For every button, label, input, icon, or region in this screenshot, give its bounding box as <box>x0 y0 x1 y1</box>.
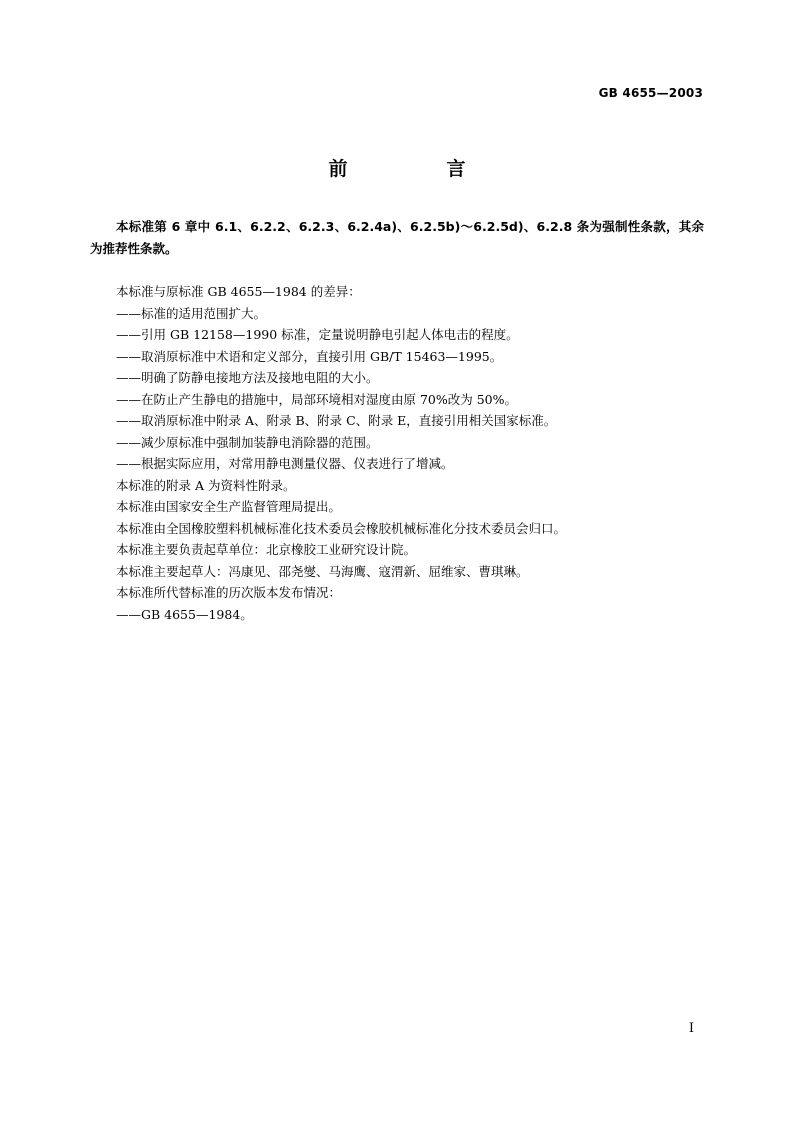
body-line: ——根据实际应用，对常用静电测量仪器、仪表进行了增减。 <box>116 456 454 471</box>
body-line: ——取消原标准中附录 A、附录 B、附录 C、附录 E，直接引用相关国家标准。 <box>116 413 557 428</box>
standard-number: GB 4655—2003 <box>598 86 703 100</box>
body-line: 本标准与原标准 GB 4655—1984 的差异： <box>116 284 361 299</box>
foreword-body <box>116 281 716 625</box>
body-line: 本标准主要负责起草单位：北京橡胶工业研究设计院。 <box>116 542 417 557</box>
body-line: ——在防止产生静电的措施中，局部环境相对湿度由原 70%改为 50%。 <box>116 391 518 407</box>
page-number: I <box>688 1021 694 1036</box>
body-line: ——引用 GB 12158—1990 标准，定量说明静电引起人体电击的程度。 <box>116 327 519 342</box>
body-line: 本标准由全国橡胶塑料机械标准化技术委员会橡胶机械标准化分技术委员会归口。 <box>116 520 567 536</box>
body-line: ——标准的适用范围扩大。 <box>116 305 267 321</box>
body-line: 本标准的附录 A 为资料性附录。 <box>116 477 296 493</box>
page-title: 前 言 <box>328 158 506 180</box>
body-line: ——明确了防静电接地方法及接地电阻的大小。 <box>116 370 379 385</box>
mandatory-clauses-paragraph: 本标准第 6 章中 6.1、6.2.2、6.2.3、6.2.4a)、6.2.5b)～6.2.5d)、6.2.8 条为强制性条款，其余为推荐性条款。 <box>90 219 704 256</box>
body-line: ——取消原标准中术语和定义部分，直接引用 GB/T 15463—1995。 <box>116 348 503 364</box>
body-line: 本标准主要起草人：冯康见、邵尧燮、马海鹰、寇渭新、屈维家、曹琪琳。 <box>116 563 529 579</box>
body-line: ——GB 4655—1984。 <box>116 606 253 622</box>
body-line: 本标准由国家安全生产监督管理局提出。 <box>116 499 342 514</box>
body-line: ——减少原标准中强制加装静电消除器的范围。 <box>116 434 379 450</box>
body-line: 本标准所代替标准的历次版本发布情况： <box>116 585 342 600</box>
